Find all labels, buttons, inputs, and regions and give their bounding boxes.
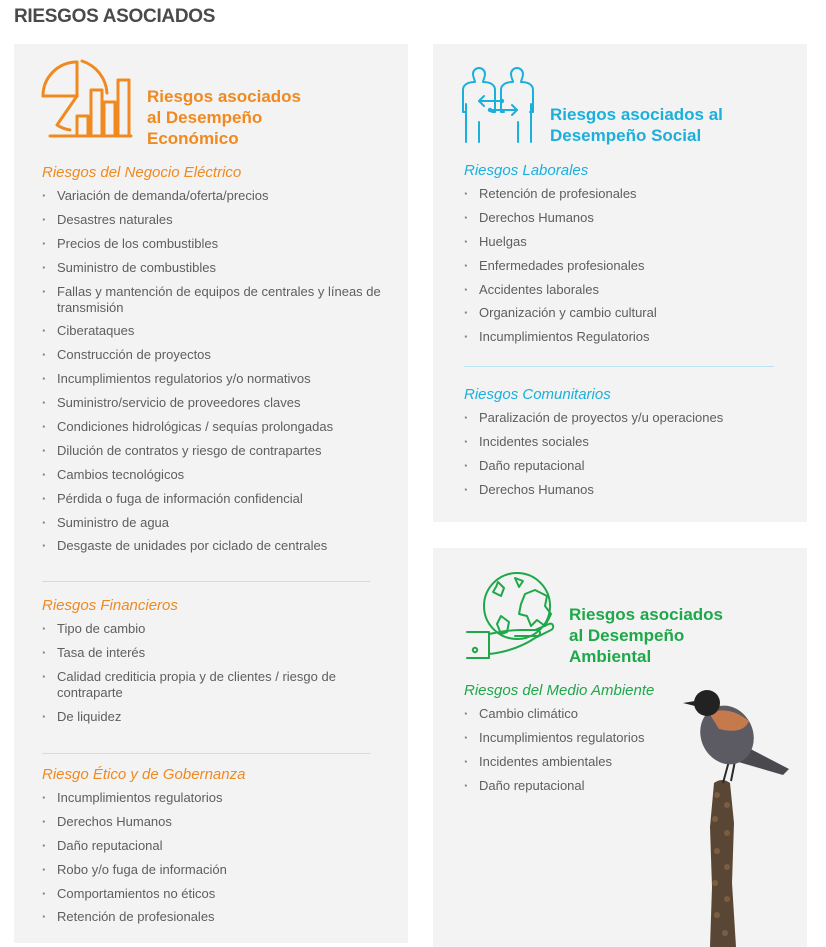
section-title: Riesgos del Medio Ambiente [464,682,655,699]
risk-list [464,410,794,498]
risk-item: · Retención de profesionales [464,186,794,202]
risk-item: · Incumplimientos regulatorios [464,730,694,746]
risk-item: · Variación de demanda/oferta/precios [42,188,387,204]
section-labor [464,161,794,353]
risk-item: · Enfermedades profesionales [464,258,794,274]
risk-item: · Robo y/o fuga de información [42,862,387,878]
risk-item: · Organización y cambio cultural [464,305,794,321]
heading-line: Económico [147,129,239,148]
risk-item: · Construcción de proyectos [42,347,387,363]
section-ethics-governance [42,765,387,933]
section-title: Riesgos Financieros [42,597,178,614]
risk-item: · Daño reputacional [464,458,794,474]
risk-item: · Condiciones hidrológicas / sequías prolongadas [42,419,387,435]
risk-list [42,790,387,925]
risk-item: · Desgaste de unidades por ciclado de centrales [42,538,387,554]
heading-line: Riesgos asociados [147,87,302,106]
risk-item: · Desastres naturales [42,212,387,228]
section-divider [42,581,370,582]
risk-list [42,188,387,554]
page-title: RIESGOS ASOCIADOS [14,6,216,27]
risk-item: · Precios de los combustibles [42,236,387,252]
heading-line: al Desempeño [147,108,263,127]
heading-line: Ambiental [569,647,652,666]
risk-item: · Tasa de interés [42,645,387,661]
economic-heading [147,86,301,149]
risk-item: · Suministro de agua [42,515,387,531]
risk-item: · Calidad crediticia propia y de clientes / riesgo de contraparte [42,669,387,701]
risk-item: · Incidentes ambientales [464,754,694,770]
section-title: Riesgos Comunitarios [464,386,611,403]
heading-line: Riesgos asociados al [550,105,723,124]
risk-list [42,621,387,725]
environmental-risks-panel [433,548,807,947]
risk-item: · Derechos Humanos [464,482,794,498]
section-electric-business [42,163,387,562]
people-exchange-icon [461,60,541,144]
risk-item: · Daño reputacional [42,838,387,854]
risk-item: · Derechos Humanos [42,814,387,830]
risk-item: · Paralización de proyectos y/u operaciones [464,410,794,426]
risk-item: · Tipo de cambio [42,621,387,637]
section-financial [42,596,387,733]
environmental-heading [569,604,723,667]
risk-item: · Incumplimientos regulatorios [42,790,387,806]
section-title: Riesgo Ético y de Gobernanza [42,766,246,783]
risk-item: · Huelgas [464,234,794,250]
risk-list [464,706,694,794]
risk-item: · Ciberataques [42,323,387,339]
section-divider [42,753,370,754]
section-community [464,385,794,506]
section-title: Riesgos del Negocio Eléctrico [42,164,242,181]
risk-item: · Accidentes laborales [464,282,794,298]
heading-line: Riesgos asociados [569,605,724,624]
risk-item: · Suministro/servicio de proveedores claves [42,395,387,411]
risk-item: · Derechos Humanos [464,210,794,226]
heading-line: al Desempeño [569,626,685,645]
risk-item: · De liquidez [42,709,387,725]
risk-item: · Incumplimientos Regulatorios [464,329,794,345]
section-divider [464,366,774,367]
risk-item: · Incidentes sociales [464,434,794,450]
risk-item: · Dilución de contratos y riesgo de contrapartes [42,443,387,459]
economic-risks-panel [14,44,408,943]
hand-globe-icon [465,570,559,664]
bird-on-plant-image [679,683,799,947]
social-risks-panel [433,44,807,522]
risk-item: · Suministro de combustibles [42,260,387,276]
risk-item: · Fallas y mantención de equipos de centrales y líneas de transmisión [42,284,387,316]
risk-list [464,186,794,345]
risk-item: · Daño reputacional [464,778,694,794]
risk-item: · Cambio climático [464,706,694,722]
risk-item: · Cambios tecnológicos [42,467,387,483]
section-title: Riesgos Laborales [464,162,589,179]
risk-item: · Comportamientos no éticos [42,886,387,902]
chart-pie-bars-icon [40,58,134,140]
heading-line: Desempeño Social [550,126,702,145]
risk-item: · Retención de profesionales [42,909,387,925]
section-environment [464,681,694,802]
social-heading [550,104,723,146]
risk-item: · Pérdida o fuga de información confidencial [42,491,387,507]
risk-item: · Incumplimientos regulatorios y/o normativos [42,371,387,387]
